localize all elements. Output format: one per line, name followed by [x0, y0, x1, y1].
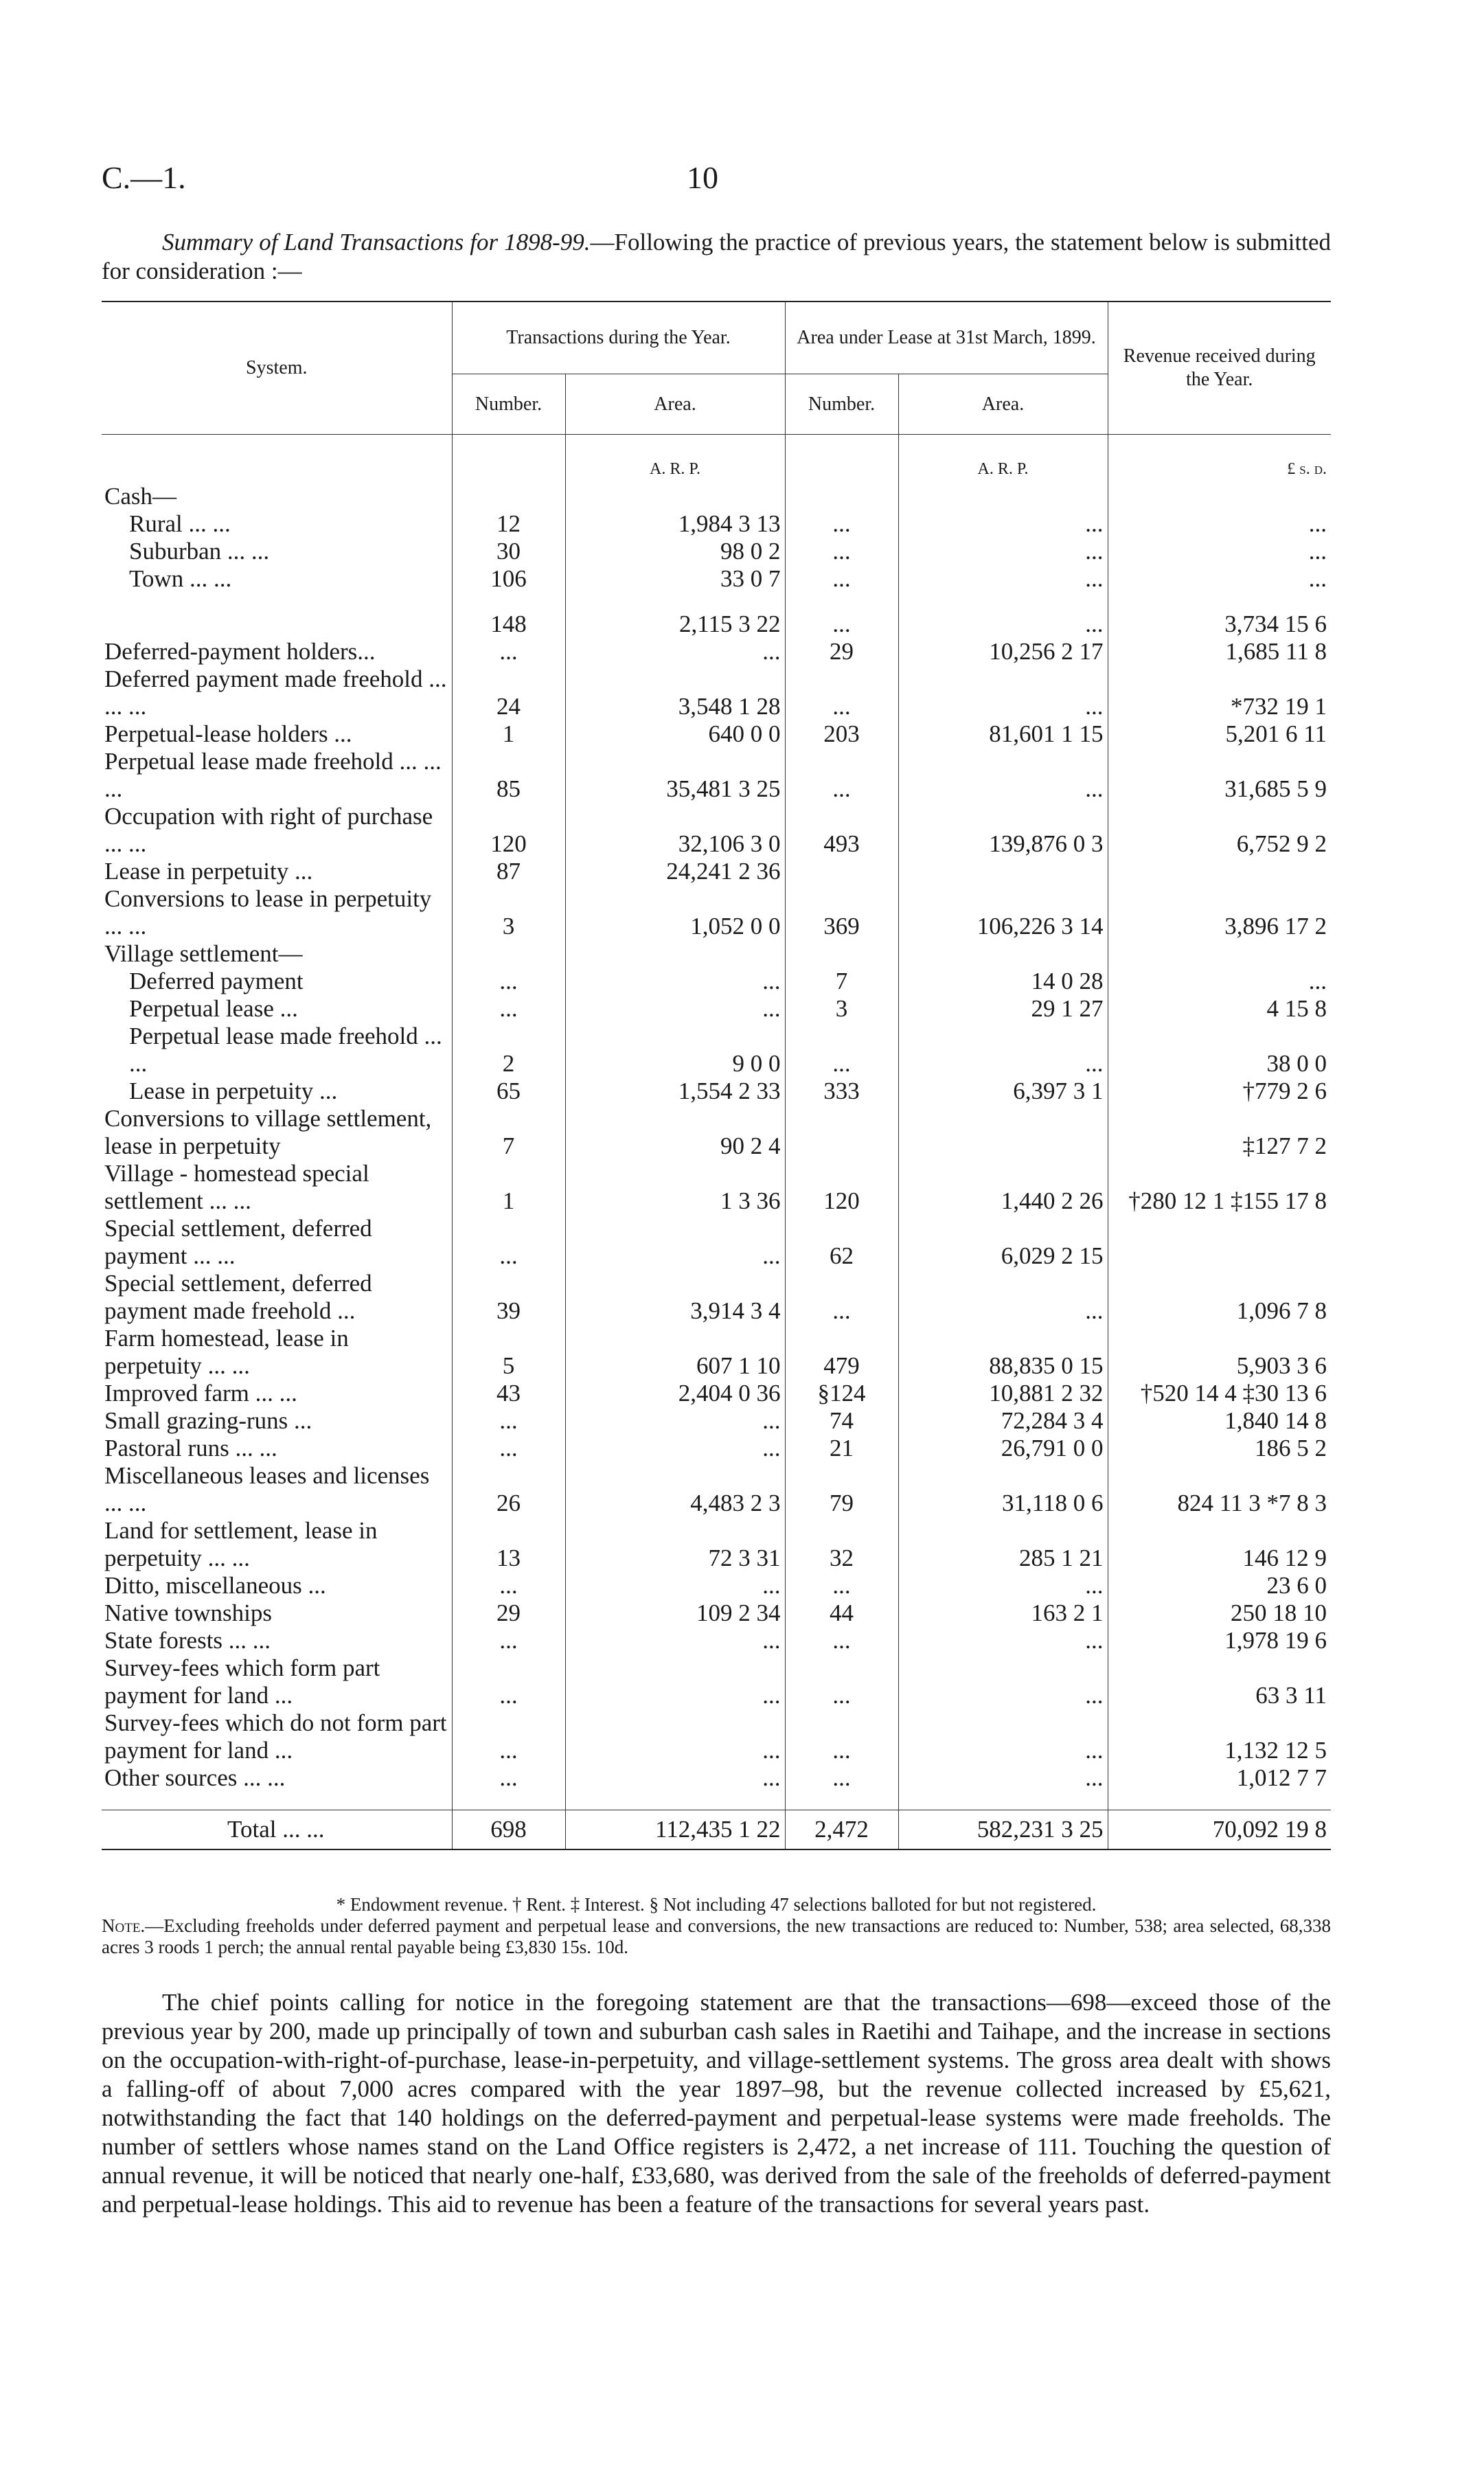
revenue-cell: 1,685 11 8	[1108, 638, 1331, 665]
revenue-cell: 6,752 9 2	[1108, 803, 1331, 858]
transactions-area-cell	[565, 940, 785, 968]
header-number: Number.	[785, 374, 898, 435]
system-cell: Improved farm ... ...	[104, 1380, 297, 1407]
lease-area-cell: 81,601 1 15	[898, 720, 1108, 748]
table-row	[102, 1105, 1331, 1160]
table-row	[102, 720, 1331, 748]
revenue-cell	[1108, 1215, 1331, 1270]
lease-area-cell: ...	[898, 510, 1108, 538]
page-number: 10	[687, 160, 718, 195]
transactions-area-cell: ...	[565, 1627, 785, 1654]
table-row	[102, 968, 1331, 995]
transactions-area-cell: 607 1 10	[565, 1325, 785, 1380]
unit-revenue: £ s. d.	[1108, 435, 1331, 483]
system-cell: Perpetual lease made freehold ... ...	[129, 1023, 442, 1077]
transactions-area-cell: ...	[565, 1764, 785, 1792]
revenue-cell: ...	[1108, 510, 1331, 538]
transactions-area-cell: 640 0 0	[565, 720, 785, 748]
system-cell: Special settlement, deferred payment ... ...	[104, 1215, 372, 1269]
transactions-number-cell: 85	[452, 748, 565, 803]
system-cell: State forests ... ...	[104, 1627, 271, 1654]
transactions-area-cell: ...	[565, 638, 785, 665]
system-cell: Special settlement, deferred payment made freehold ...	[104, 1270, 372, 1324]
lease-number-cell: ...	[785, 748, 898, 803]
transactions-number-cell: 7	[452, 1105, 565, 1160]
transactions-number-cell: 43	[452, 1380, 565, 1407]
transactions-area-cell: 1,554 2 33	[565, 1078, 785, 1105]
lease-area-cell: 26,791 0 0	[898, 1435, 1108, 1462]
transactions-area-cell: ...	[565, 1215, 785, 1270]
table-row	[102, 995, 1331, 1023]
lease-area-cell: 285 1 21	[898, 1517, 1108, 1572]
transactions-area-cell: 35,481 3 25	[565, 748, 785, 803]
system-cell: Lease in perpetuity ...	[104, 858, 313, 885]
lease-number-cell: ...	[785, 538, 898, 565]
lease-number-cell: 479	[785, 1325, 898, 1380]
lease-area-cell: 6,397 3 1	[898, 1078, 1108, 1105]
lease-number-cell: 120	[785, 1160, 898, 1215]
footnotes	[102, 1894, 1331, 1958]
system-cell: Village settlement—	[104, 940, 303, 967]
table-row	[102, 1435, 1331, 1462]
transactions-number-cell: 39	[452, 1270, 565, 1325]
transactions-number-cell	[452, 483, 565, 510]
lease-number-cell: §124	[785, 1380, 898, 1407]
lease-area-cell: 10,881 2 32	[898, 1380, 1108, 1407]
system-cell: Deferred payment made freehold ... ... ...	[104, 665, 447, 720]
header-area: Area.	[898, 374, 1108, 435]
revenue-cell: †520 14 4 ‡30 13 6	[1108, 1380, 1331, 1407]
transactions-number-cell: ...	[452, 1654, 565, 1709]
transactions-number-cell: 65	[452, 1078, 565, 1105]
table-row	[102, 1462, 1331, 1517]
table-row	[102, 538, 1331, 565]
lease-number-cell: 44	[785, 1599, 898, 1627]
transactions-area-cell: ...	[565, 1407, 785, 1435]
transactions-number-cell: ...	[452, 1764, 565, 1792]
intro-text: —Following the practice of previous years, the statement below is submitted for consideration :—	[102, 229, 1331, 284]
transactions-number-cell: 12	[452, 510, 565, 538]
transactions-number-cell: 1	[452, 720, 565, 748]
lease-area-cell: ...	[898, 1654, 1108, 1709]
lease-area-cell: 1,440 2 26	[898, 1160, 1108, 1215]
lease-area-cell: 6,029 2 15	[898, 1215, 1108, 1270]
lease-area-cell: ...	[898, 1709, 1108, 1764]
lease-number-cell: ...	[785, 1270, 898, 1325]
lease-area-cell	[898, 1105, 1108, 1160]
header-system: System.	[102, 301, 452, 435]
table-row	[102, 665, 1331, 720]
transactions-area-cell: ...	[565, 1435, 785, 1462]
lease-number-cell: 32	[785, 1517, 898, 1572]
transactions-area-cell: 24,241 2 36	[565, 858, 785, 885]
lease-number-cell	[785, 1105, 898, 1160]
system-cell	[102, 611, 452, 638]
revenue-cell: 31,685 5 9	[1108, 748, 1331, 803]
transactions-number-cell: ...	[452, 1215, 565, 1270]
table-row	[102, 1078, 1331, 1105]
lease-area-cell: 72,284 3 4	[898, 1407, 1108, 1435]
table-row	[102, 1517, 1331, 1572]
revenue-cell: 824 11 3 *7 8 3	[1108, 1462, 1331, 1517]
lease-number-cell: ...	[785, 611, 898, 638]
system-cell: Deferred payment	[129, 968, 304, 994]
table-row	[102, 1627, 1331, 1654]
land-transactions-table	[102, 301, 1331, 1850]
lease-area-cell: ...	[898, 1023, 1108, 1078]
table-row	[102, 1270, 1331, 1325]
header-area: Area.	[565, 374, 785, 435]
transactions-number-cell: 87	[452, 858, 565, 885]
lease-number-cell: ...	[785, 1709, 898, 1764]
lease-number-cell: 79	[785, 1462, 898, 1517]
revenue-cell: †280 12 1 ‡155 17 8	[1108, 1160, 1331, 1215]
table-row	[102, 940, 1331, 968]
total-transactions-area: 112,435 1 22	[565, 1810, 785, 1850]
transactions-area-cell: 109 2 34	[565, 1599, 785, 1627]
table-row	[102, 638, 1331, 665]
lease-number-cell: 7	[785, 968, 898, 995]
table-row	[102, 510, 1331, 538]
lease-number-cell: 493	[785, 803, 898, 858]
header-transactions: Transactions during the Year.	[452, 301, 785, 374]
revenue-cell: ...	[1108, 538, 1331, 565]
lease-number-cell: 62	[785, 1215, 898, 1270]
transactions-number-cell: 120	[452, 803, 565, 858]
lease-area-cell	[898, 940, 1108, 968]
lease-number-cell: 333	[785, 1078, 898, 1105]
system-cell: Other sources ... ...	[104, 1764, 286, 1791]
spacer-row	[102, 1792, 1331, 1810]
revenue-cell: 3,896 17 2	[1108, 885, 1331, 940]
system-cell: Occupation with right of purchase ... ...	[104, 803, 433, 857]
total-lease-number: 2,472	[785, 1810, 898, 1850]
revenue-cell: 1,132 12 5	[1108, 1709, 1331, 1764]
transactions-area-cell: 9 0 0	[565, 1023, 785, 1078]
footnote-note	[102, 1915, 1331, 1958]
transactions-number-cell: ...	[452, 968, 565, 995]
revenue-cell: ‡127 7 2	[1108, 1105, 1331, 1160]
transactions-number-cell: 24	[452, 665, 565, 720]
revenue-cell: 1,978 19 6	[1108, 1627, 1331, 1654]
table-row	[102, 611, 1331, 638]
table-body	[102, 435, 1331, 1850]
table-row	[102, 1764, 1331, 1792]
transactions-area-cell: 72 3 31	[565, 1517, 785, 1572]
lease-number-cell: ...	[785, 1023, 898, 1078]
lease-number-cell: ...	[785, 510, 898, 538]
transactions-number-cell: 30	[452, 538, 565, 565]
transactions-area-cell: ...	[565, 1654, 785, 1709]
total-label: Total ... ...	[102, 1810, 452, 1850]
total-revenue: 70,092 19 8	[1108, 1810, 1331, 1850]
transactions-number-cell	[452, 940, 565, 968]
table-row	[102, 1215, 1331, 1270]
transactions-number-cell: 13	[452, 1517, 565, 1572]
system-cell: Miscellaneous leases and licenses ... ...	[104, 1462, 430, 1516]
report-reference: C.—1.	[102, 160, 186, 195]
lease-area-cell: ...	[898, 665, 1108, 720]
revenue-cell: 1,012 7 7	[1108, 1764, 1331, 1792]
lease-number-cell: 21	[785, 1435, 898, 1462]
transactions-area-cell: 3,548 1 28	[565, 665, 785, 720]
system-cell: Cash—	[104, 483, 176, 510]
revenue-cell: †779 2 6	[1108, 1078, 1331, 1105]
table-row	[102, 1325, 1331, 1380]
lease-number-cell: 74	[785, 1407, 898, 1435]
transactions-number-cell: ...	[452, 1435, 565, 1462]
transactions-number-cell: ...	[452, 1709, 565, 1764]
table-row	[102, 1599, 1331, 1627]
revenue-cell	[1108, 483, 1331, 510]
system-cell: Farm homestead, lease in perpetuity ... ...	[104, 1325, 349, 1379]
header-revenue: Revenue received during the Year.	[1108, 301, 1331, 435]
system-cell: Perpetual lease made freehold ... ... ...	[104, 748, 442, 802]
revenue-cell: 38 0 0	[1108, 1023, 1331, 1078]
table-row	[102, 1572, 1331, 1599]
transactions-area-cell: 3,914 3 4	[565, 1270, 785, 1325]
system-cell: Conversions to village settlement, lease in perpetuity	[104, 1105, 432, 1159]
table-row	[102, 1709, 1331, 1764]
transactions-number-cell: 148	[452, 611, 565, 638]
system-cell: Survey-fees which form part payment for land ...	[104, 1654, 380, 1709]
table-row	[102, 483, 1331, 510]
transactions-area-cell: 90 2 4	[565, 1105, 785, 1160]
transactions-number-cell: ...	[452, 995, 565, 1023]
transactions-area-cell: 2,404 0 36	[565, 1380, 785, 1407]
lease-number-cell: ...	[785, 565, 898, 593]
lease-area-cell: ...	[898, 1627, 1108, 1654]
total-row	[102, 1810, 1331, 1850]
lease-area-cell: ...	[898, 611, 1108, 638]
lease-area-cell: 14 0 28	[898, 968, 1108, 995]
lease-area-cell: 106,226 3 14	[898, 885, 1108, 940]
lease-area-cell: 88,835 0 15	[898, 1325, 1108, 1380]
system-cell: Pastoral runs ... ...	[104, 1435, 277, 1461]
revenue-cell: 23 6 0	[1108, 1572, 1331, 1599]
lease-number-cell	[785, 858, 898, 885]
table-row	[102, 1023, 1331, 1078]
unit-area: A. R. P.	[898, 435, 1108, 483]
lease-number-cell	[785, 483, 898, 510]
intro-paragraph	[102, 228, 1331, 286]
system-cell: Survey-fees which do not form part payment for land ...	[104, 1709, 447, 1764]
transactions-number-cell: ...	[452, 1407, 565, 1435]
revenue-cell: ...	[1108, 968, 1331, 995]
transactions-area-cell: 32,106 3 0	[565, 803, 785, 858]
header-number: Number.	[452, 374, 565, 435]
units-row	[102, 435, 1331, 483]
revenue-cell: 250 18 10	[1108, 1599, 1331, 1627]
revenue-cell: ...	[1108, 565, 1331, 593]
intro-title: Summary of Land Transactions for 1898-99.	[162, 229, 591, 255]
transactions-number-cell: ...	[452, 1572, 565, 1599]
note-text: —Excluding freeholds under deferred payment and perpetual lease and conversions, the new transactions are reduced to: Number, 538; area selected, 68,338 acres 3 roods 1 perch; the annual rental payable being £3,830 15s. 10d.	[102, 1915, 1331, 1957]
header-area-under-lease: Area under Lease at 31st March, 1899.	[785, 301, 1108, 374]
transactions-area-cell: ...	[565, 968, 785, 995]
table-row	[102, 565, 1331, 593]
lease-area-cell	[898, 483, 1108, 510]
system-cell: Suburban ... ...	[129, 538, 270, 565]
lease-area-cell: 29 1 27	[898, 995, 1108, 1023]
revenue-cell: 5,201 6 11	[1108, 720, 1331, 748]
lease-area-cell: ...	[898, 1572, 1108, 1599]
table-row	[102, 748, 1331, 803]
revenue-cell: 1,096 7 8	[1108, 1270, 1331, 1325]
transactions-area-cell	[565, 483, 785, 510]
lease-number-cell: ...	[785, 1654, 898, 1709]
lease-area-cell: ...	[898, 1270, 1108, 1325]
revenue-cell: 1,840 14 8	[1108, 1407, 1331, 1435]
lease-area-cell: 10,256 2 17	[898, 638, 1108, 665]
transactions-area-cell: 2,115 3 22	[565, 611, 785, 638]
unit-area: A. R. P.	[565, 435, 785, 483]
revenue-cell: 146 12 9	[1108, 1517, 1331, 1572]
revenue-cell: *732 19 1	[1108, 665, 1331, 720]
lease-number-cell: 3	[785, 995, 898, 1023]
closing-paragraph: The chief points calling for notice in the foregoing statement are that the transactions—698—exceed those of the previous year by 200, made up principally of town and suburban cash sales in Raetihi and Taihape, and the increase in sections on the occupation-with-right-of-purchase, lease-in-perpetuity, and village-settlement systems. The gross area dealt with shows a falling-off of about 7,000 acres compared with the year 1897–98, but the revenue collected increased by £5,621, notwithstanding the fact that 140 holdings on the deferred-payment and perpetual-lease systems were made freeholds. The number of settlers whose names stand on the Land Office registers is 2,472, a net increase of 111. Touching the question of annual revenue, it will be noticed that nearly one-half, £33,680, was derived from the sale of the freeholds of deferred-payment and perpetual-lease holdings. This aid to revenue has been a feature of the transactions for several years past.	[102, 1989, 1331, 2218]
lease-number-cell: 203	[785, 720, 898, 748]
system-cell: Ditto, miscellaneous ...	[104, 1572, 326, 1599]
system-cell: Conversions to lease in perpetuity ... ...	[104, 885, 432, 940]
system-cell: Perpetual lease ...	[129, 995, 298, 1022]
transactions-number-cell: 3	[452, 885, 565, 940]
system-cell: Village - homestead special settlement ... ...	[104, 1160, 369, 1214]
revenue-cell: 4 15 8	[1108, 995, 1331, 1023]
system-cell: Rural ... ...	[129, 510, 231, 537]
transactions-area-cell: 4,483 2 3	[565, 1462, 785, 1517]
lease-area-cell: ...	[898, 748, 1108, 803]
transactions-number-cell: ...	[452, 1627, 565, 1654]
spacer-row	[102, 593, 1331, 611]
note-label: Note.	[102, 1915, 146, 1936]
lease-area-cell: ...	[898, 565, 1108, 593]
system-cell: Perpetual-lease holders ...	[104, 720, 352, 747]
revenue-cell	[1108, 940, 1331, 968]
table-row	[102, 803, 1331, 858]
transactions-area-cell: 1,052 0 0	[565, 885, 785, 940]
footnote-marks: * Endowment revenue. † Rent. ‡ Interest. § Not including 47 selections balloted for but not registered.	[336, 1894, 1097, 1915]
total-transactions-number: 698	[452, 1810, 565, 1850]
system-cell: Native townships	[104, 1599, 273, 1626]
transactions-number-cell: ...	[452, 638, 565, 665]
transactions-number-cell: 106	[452, 565, 565, 593]
lease-number-cell	[785, 940, 898, 968]
lease-area-cell: 139,876 0 3	[898, 803, 1108, 858]
transactions-number-cell: 1	[452, 1160, 565, 1215]
table-row	[102, 1654, 1331, 1709]
transactions-area-cell: 1 3 36	[565, 1160, 785, 1215]
lease-area-cell: 31,118 0 6	[898, 1462, 1108, 1517]
transactions-area-cell: ...	[565, 1572, 785, 1599]
revenue-cell: 63 3 11	[1108, 1654, 1331, 1709]
transactions-number-cell: 29	[452, 1599, 565, 1627]
table-row	[102, 1407, 1331, 1435]
transactions-area-cell: 33 0 7	[565, 565, 785, 593]
system-cell: Deferred-payment holders...	[104, 638, 376, 665]
table-row	[102, 1160, 1331, 1215]
system-cell: Lease in perpetuity ...	[129, 1078, 338, 1104]
lease-number-cell: ...	[785, 1764, 898, 1792]
revenue-cell: 5,903 3 6	[1108, 1325, 1331, 1380]
lease-area-cell: 163 2 1	[898, 1599, 1108, 1627]
lease-number-cell: 369	[785, 885, 898, 940]
revenue-cell	[1108, 858, 1331, 885]
transactions-number-cell: 5	[452, 1325, 565, 1380]
table-row	[102, 858, 1331, 885]
transactions-area-cell: 1,984 3 13	[565, 510, 785, 538]
table-row	[102, 885, 1331, 940]
transactions-number-cell: 26	[452, 1462, 565, 1517]
lease-area-cell	[898, 858, 1108, 885]
lease-area-cell: ...	[898, 1764, 1108, 1792]
lease-area-cell: ...	[898, 538, 1108, 565]
transactions-number-cell: 2	[452, 1023, 565, 1078]
transactions-area-cell: ...	[565, 995, 785, 1023]
lease-number-cell: 29	[785, 638, 898, 665]
revenue-cell: 186 5 2	[1108, 1435, 1331, 1462]
table-row	[102, 1380, 1331, 1407]
lease-number-cell: ...	[785, 665, 898, 720]
transactions-area-cell: 98 0 2	[565, 538, 785, 565]
revenue-cell: 3,734 15 6	[1108, 611, 1331, 638]
system-cell: Land for settlement, lease in perpetuity ... ...	[104, 1517, 378, 1571]
lease-number-cell: ...	[785, 1572, 898, 1599]
transactions-area-cell: ...	[565, 1709, 785, 1764]
system-cell: Small grazing-runs ...	[104, 1407, 312, 1434]
total-lease-area: 582,231 3 25	[898, 1810, 1108, 1850]
system-cell: Town ... ...	[129, 565, 232, 592]
lease-number-cell: ...	[785, 1627, 898, 1654]
